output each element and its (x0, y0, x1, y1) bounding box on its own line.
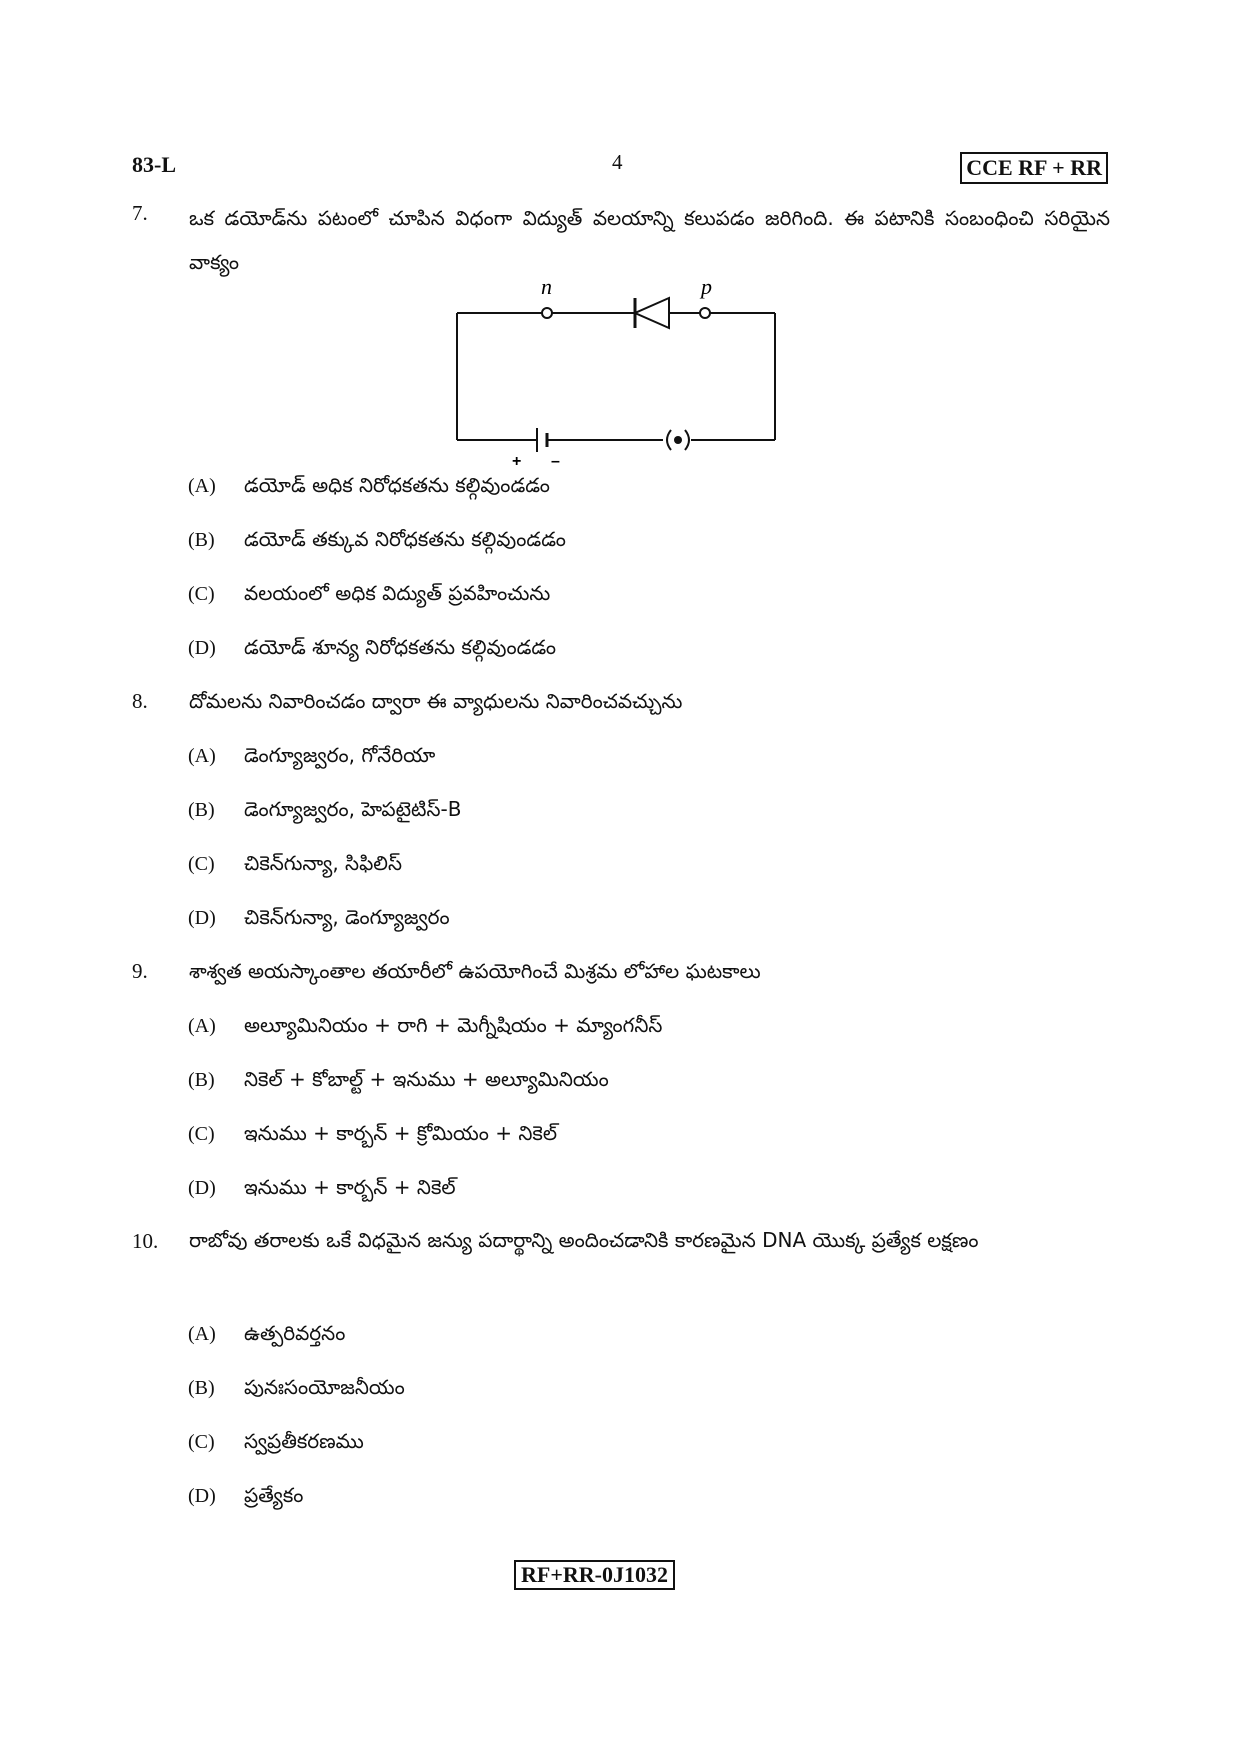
question-text: ఒక డయోడ్‌ను పటంలో చూపిన విధంగా విద్యుత్ వలయాన్ని కలుపడం జరిగింది. ఈ పటానికి సంబంధించి సరియైన వాక్యం (189, 206, 1110, 274)
option-10a (188, 1318, 1088, 1349)
diode-icon (635, 298, 669, 328)
label-p: p (701, 278, 712, 299)
question-8 (132, 686, 1110, 716)
footer-code-box: RF+RR-0J1032 (514, 1560, 675, 1590)
option-label: (A) (188, 1015, 216, 1037)
option-10c (188, 1426, 1088, 1457)
battery-minus-label: – (551, 453, 560, 468)
paper-code: 83-L (132, 152, 176, 177)
option-text: డెంగ్యూజ్వరం, గోనేరియా (244, 743, 436, 767)
option-7b (188, 524, 1088, 555)
option-label: (B) (188, 1069, 215, 1091)
option-label: (C) (188, 1123, 215, 1145)
question-number: 7. (132, 201, 148, 225)
option-text: డయోడ్ అధిక నిరోధకతను కల్గివుండడం (244, 473, 550, 497)
option-label: (B) (188, 529, 215, 551)
terminal-p (700, 308, 710, 318)
option-text: నికెల్ + కోబాల్ట్ + ఇనుము + అల్యూమినియం (244, 1067, 609, 1091)
option-text: ఇనుము + కార్బన్ + క్రోమియం + నికెల్ (244, 1121, 557, 1145)
key-right-bracket (685, 430, 689, 450)
option-text: ఇనుము + కార్బన్ + నికెల్ (244, 1175, 456, 1199)
option-text: ఉత్పరివర్తనం (244, 1321, 346, 1345)
question-9 (132, 956, 1110, 986)
option-8a (188, 740, 1088, 771)
option-text: డెంగ్యూజ్వరం, హెపటైటిస్-B (244, 797, 462, 821)
option-label: (C) (188, 853, 215, 875)
option-label: (D) (188, 1485, 216, 1507)
battery-plus-label: + (512, 453, 522, 468)
option-7c (188, 578, 1088, 609)
question-number: 10. (132, 1229, 159, 1253)
label-n: n (541, 278, 552, 299)
option-label: (C) (188, 583, 215, 605)
option-7a (188, 470, 1088, 501)
option-text: చికెన్‌గున్యా, సిఫిలిస్ (244, 851, 402, 875)
terminal-n (542, 308, 552, 318)
option-9a (188, 1010, 1088, 1041)
option-label: (D) (188, 637, 216, 659)
option-9b (188, 1064, 1088, 1095)
option-text: అల్యూమినియం + రాగి + మెగ్నీషియం + మ్యాంగనీస్ (244, 1013, 663, 1037)
question-number: 8. (132, 689, 148, 713)
question-number: 9. (132, 959, 148, 983)
question-text: దోమలను నివారించడం ద్వారా ఈ వ్యాధులను నివారించవచ్చును (189, 689, 683, 713)
option-7d (188, 632, 1088, 663)
key-left-bracket (667, 430, 671, 450)
option-label: (A) (188, 745, 216, 767)
page-number: 4 (612, 150, 623, 174)
option-label: (B) (188, 799, 215, 821)
option-10b (188, 1372, 1088, 1403)
option-label: (C) (188, 1431, 215, 1453)
option-label: (B) (188, 1377, 215, 1399)
option-text: పునఃసంయోజనీయం (244, 1375, 405, 1399)
option-label: (D) (188, 907, 216, 929)
option-8b (188, 794, 1088, 825)
option-label: (D) (188, 1177, 216, 1199)
option-8d (188, 902, 1088, 933)
question-text: శాశ్వత అయస్కాంతాల తయారీలో ఉపయోగించే మిశ్రమ లోహాల ఘటకాలు (189, 959, 761, 983)
diode-circuit-diagram (445, 278, 795, 468)
option-9c (188, 1118, 1088, 1149)
option-text: చికెన్‌గున్యా, డెంగ్యూజ్వరం (244, 905, 450, 929)
question-10 (132, 1218, 1110, 1262)
option-text: వలయంలో అధిక విద్యుత్ ప్రవహించును (244, 581, 551, 605)
option-8c (188, 848, 1088, 879)
question-text: రాబోవు తరాలకు ఒకే విధమైన జన్యు పదార్థాన్ని అందించడానికి కారణమైన DNA యొక్క ప్రత్యేక లక్షణం (189, 1228, 979, 1252)
option-text: డయోడ్ తక్కువ నిరోధకతను కల్గివుండడం (244, 527, 566, 551)
option-label: (A) (188, 1323, 216, 1345)
page-header (132, 152, 1110, 188)
question-7 (132, 196, 1110, 284)
option-text: ప్రత్యేకం (244, 1483, 304, 1507)
option-9d (188, 1172, 1088, 1203)
key-plug-icon (674, 436, 682, 444)
option-text: స్వప్రతీకరణము (244, 1429, 364, 1453)
exam-code-box: CCE RF + RR (960, 152, 1108, 184)
option-label: (A) (188, 475, 216, 497)
option-10d (188, 1480, 1088, 1511)
option-text: డయోడ్ శూన్య నిరోధకతను కల్గివుండడం (244, 635, 557, 659)
